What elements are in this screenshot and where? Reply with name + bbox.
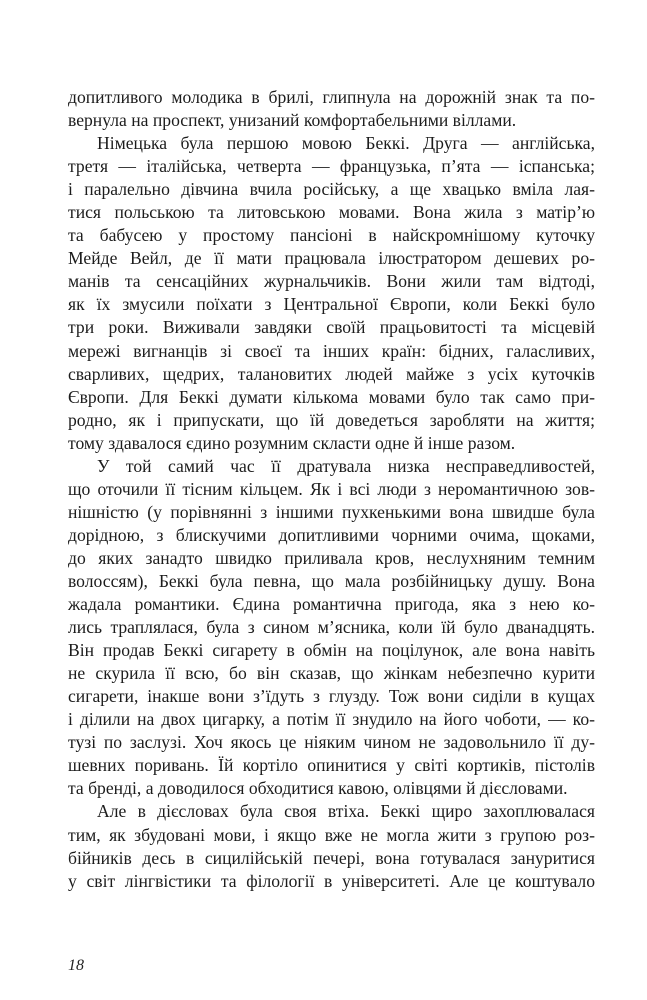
text-line: три роки. Виживали завдяки своїй працьовитості та місцевій [68,317,595,338]
text-line: бійників десь в сицилійській печері, вона готувалася зануритися [68,847,595,868]
text-line: тому здавалося єдино розумним скласти одне й інше разом. [68,432,516,453]
text-line: допитливого молодика в брилі, глипнула на дорожній знак та по- [68,87,595,107]
text-line: волоссям), Беккі була певна, що мала розбійницьку душу. Вона [68,570,595,591]
paragraph [68,86,595,132]
text-line: Мейде Вейл, де її мати працювала ілюстратором дешевих ро- [68,248,595,269]
text-line: не скурила її всю, бо він сказав, що жінкам небезпечно курити [68,663,595,684]
text-line: і паралельно дівчина вчила російську, а ще хвацько вміла лая- [68,179,595,200]
text-line: у світ лінгвістики та філології в університеті. Але це коштувало [68,870,595,891]
text-line: лись траплялася, була з сином м’ясника, коли їй було дванадцять. [68,617,595,638]
paragraph [68,800,595,892]
body-text [68,86,595,893]
page-number: 18 [68,957,84,974]
text-line: сигарети, інакше вони з’їдуть з глузду. Тож вони сиділи в кущах [68,686,595,707]
text-line: манів та сенсаційних журнальчиків. Вони жили там відтоді, [68,271,595,292]
text-line: сварливих, щедрих, талановитих людей майже з усіх куточків [68,363,595,384]
text-line: тим, як збудовані мови, і якщо вже не могла жити з групою роз- [68,824,595,845]
text-line: дорідною, з блискучими допитливими чорними очима, щоками, [68,524,595,545]
paragraph [68,455,595,801]
text-line: та бренді, а доводилося обходитися кавою, олівцями й дієсловами. [68,778,568,799]
text-line: У той самий час її дратувала низка несправедливостей, [97,455,595,476]
text-line: тися польською та литовською мовами. Вона жила з матір’ю [68,202,595,223]
text-line: та бабусею у простому пансіоні в найскромнішому куточку [68,225,595,246]
text-line: родно, як і припускати, що їй доведеться заробляти на життя; [68,409,595,430]
text-line: мережі вигнанців зі своєї та інших країн: бідних, галасливих, [68,340,595,361]
paragraph [68,132,595,455]
text-line: що оточили її тісним кільцем. Як і всі люди з неромантичною зов- [68,478,595,499]
text-line: Європи. Для Беккі думати кількома мовами було так само при- [68,386,595,407]
text-line: жадала романтики. Єдина романтична пригода, яка з нею ко- [68,594,595,615]
text-line: вернула на проспект, унизаний комфортабельними віллами. [68,110,517,131]
text-line: шевних поривань. Їй кортіло опинитися у світі кортиків, пістолів [68,755,595,776]
text-line: Він продав Беккі сигарету в обмін на поцілунок, але вона навіть [68,640,595,661]
text-line: тузі по заслузі. Хоч якось це ніяким чином не задовольнило її ду- [68,732,595,753]
text-line: як їх змусили поїхати з Центральної Європи, коли Беккі було [68,294,595,315]
text-line: до яких занадто швидко приливала кров, неслухняним темним [68,547,595,568]
text-line: третя — італійська, четверта — французька, п’ята — іспанська; [68,156,595,177]
text-line: Німецька була першою мовою Беккі. Друга — англійська, [97,133,595,154]
text-line: Але в дієсловах була своя втіха. Беккі щиро захоплювалася [97,801,595,822]
text-line: і ділили на двох цигарку, а потім її знудило на його чоботи, — ко- [68,709,595,730]
text-line: нішністю (у порівнянні з іншими пухкенькими вона швидше була [68,501,595,522]
